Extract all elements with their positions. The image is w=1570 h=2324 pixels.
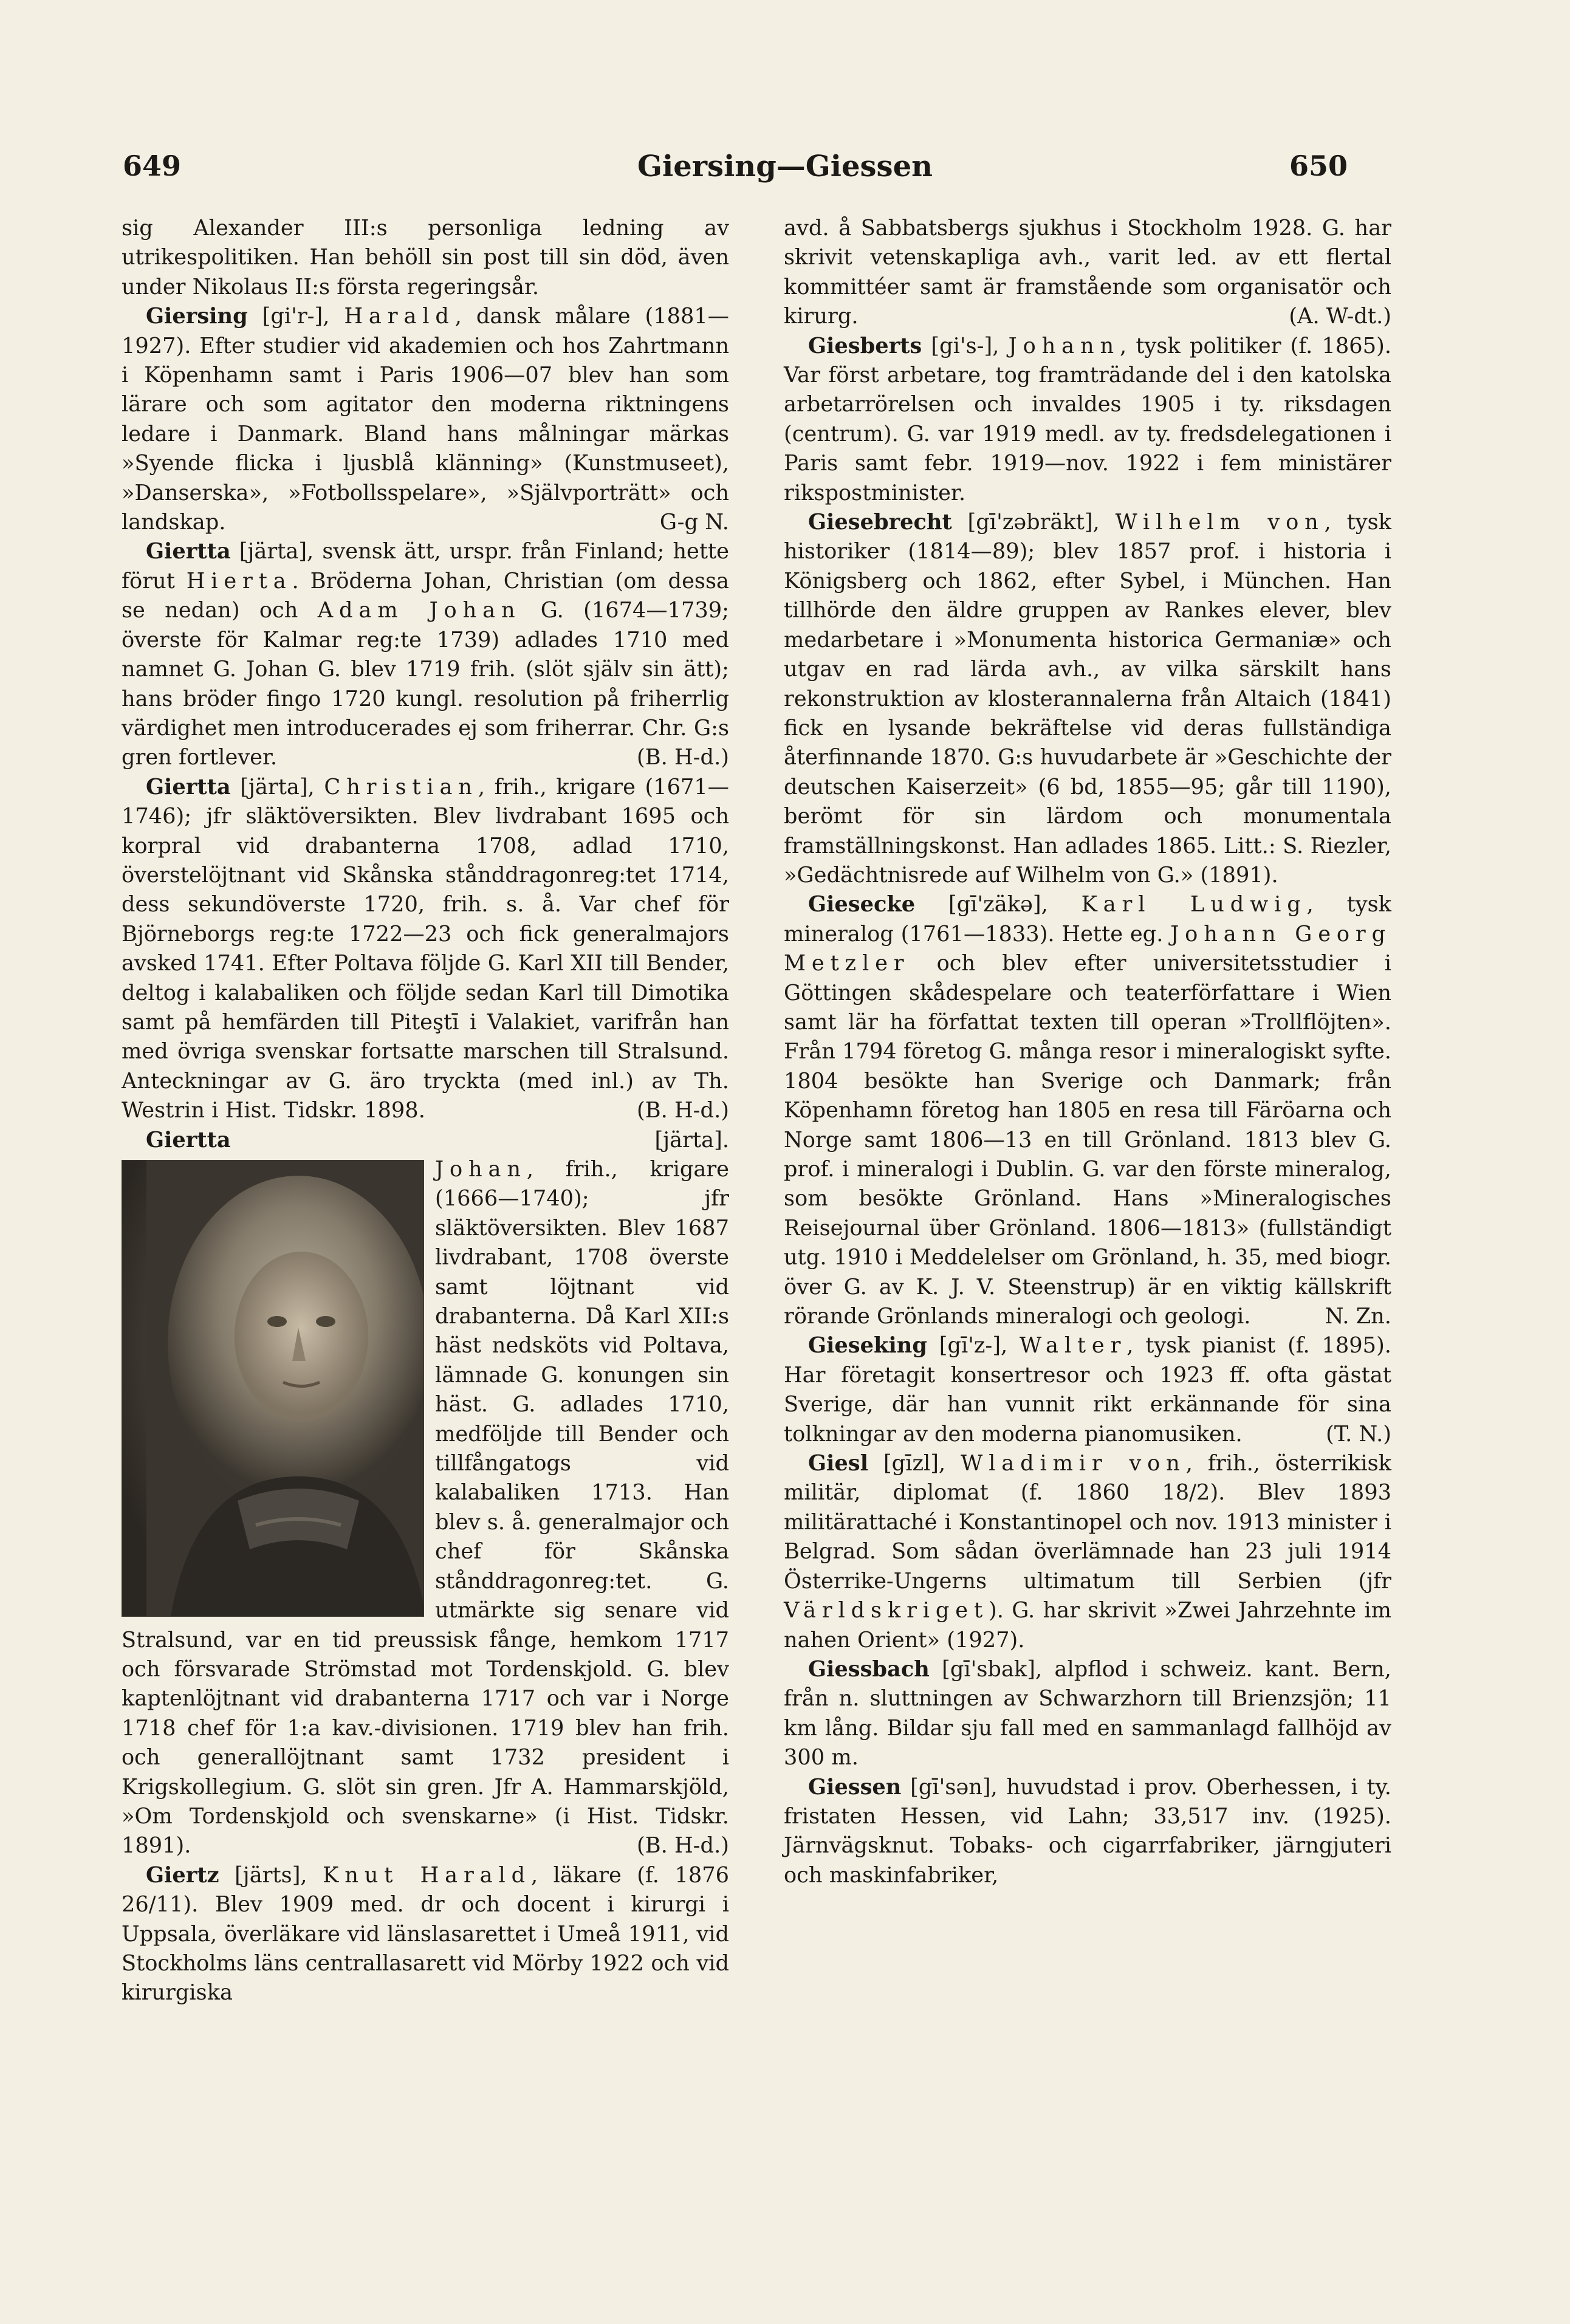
entry-text: , frih., krigare (1671—1746); jfr släktöversikten. Blev livdrabant 1695 och korpral vid drabanterna 1708, adlad 1710, överstelöjtnant vid Skånska stånddragonreg:tet 1714, dess sekundöverste 1720, frih. s. å. Var chef för Björneborgs reg:te 1722—23 och fick generalmajors avsked 1741. Efter Poltava följde G. Karl XII till Bender, deltog i kalabaliken och följde sedan Karl till Dimotika samt på hemfärden till Piteştī i Valakiet, varifrån han med övriga svenskar fortsatte marschen till Stralsund. Anteckningar av G. äro tryckta (med inl.) av Th. Westrin i Hist. Tidskr. 1898.: [122, 774, 729, 1123]
name-adam-johan: Adam Johan: [317, 598, 521, 623]
entry-giertta-johan: [122, 1126, 729, 1861]
entry-text: avd. å Sabbatsbergs sjukhus i Stockholm 1928. G. har skrivit vetenskapliga avh., varit led. av ett flertal kommittéer samt är framstående som organisatör och kirurg.: [784, 216, 1391, 329]
portrait-figure-icon: [146, 1160, 424, 1616]
running-head: Giersing—Giessen: [637, 149, 933, 183]
name-hierta: Hierta: [186, 568, 292, 594]
author-signature: (T. N.): [1326, 1421, 1391, 1447]
entry-text: , frih., krigare (1666—1740); jfr släktöversikten. Blev 1687 livdrabant, 1708 överste samt löjtnant vid drabanterna. Då Karl XII:s häst nedsköts vid Poltava, lämnade G. konungen sin häst. G. adlades 1710, medföljde till Bender och tillfångatogs vid kalabaliken 1713. Han blev s. å. generalmajor och chef för Skånska stånddragonreg:tet. G. utmärkte sig senare vid Stralsund, var en tid preussisk fånge, hemkom 1717 och försvarade Strömstad mot Tordenskjold. G. blev kaptenlöjtnant vid drabanterna 1717 och var i Norge 1718 chef för 1:a kav.-divisionen. 1719 blev han frih. och generallöjtnant samt 1732 president i Krigskollegium. G. slöt sin gren. Jfr A. Hammarskjöld, »Om Tordenskjold och svenskarne» (i Hist. Tidskr. 1891).: [122, 1157, 729, 1859]
pronunciation: [gi's-],: [922, 333, 1009, 358]
headword: Giessen: [808, 1774, 902, 1800]
forename: Johann: [1008, 333, 1120, 358]
entry-text: G. (1674—1739; överste för Kalmar reg:te 1739) adlades 1710 med namnet G. Johan G. blev 1719 frih. (slöt själv sin ätt); hans bröder fingo 1720 kungl. resolution på friherrlig värdighet men introducerades ej som friherrar. Chr. G:s gren fortlever.: [122, 598, 730, 770]
forename: Harald: [344, 304, 455, 329]
author-signature: (B. H-d.): [637, 745, 729, 770]
forename: Knut Harald: [323, 1862, 531, 1888]
entry-text: ). Blev 1909 med. dr och docent i kirurgi i Uppsala, överläkare vid länslasarettet i Umeå 1911, vid Stockholms läns centrallasarett vid Mörby 1922 och vid kirurgiska: [122, 1892, 729, 2006]
entry-text: , läkare (f. 1876: [530, 1862, 729, 1888]
birth-name: Johann Georg Metzler: [784, 921, 1391, 976]
headword: Giersing: [146, 304, 248, 329]
pronunciation: [gi'r-],: [247, 304, 345, 329]
continued-paragraph: sig Alexander III:s personliga ledning av utrikespolitiken. Han behöll sin post till sin död, även under Nikolaus II:s första regeringsår.: [122, 216, 729, 300]
entry-giertta-christian: [122, 773, 729, 1126]
entry-text: , tysk mineralog (1761—1833). Hette eg.: [784, 892, 1391, 947]
pronunciation: [järta],: [230, 774, 324, 800]
headword: Giesl: [808, 1451, 868, 1476]
entry-giessen: [784, 1773, 1391, 1891]
birth-date: 18/2: [1162, 1480, 1210, 1506]
page-number-left: 649: [123, 149, 182, 182]
entry-text: . Bröderna Johan, Christian (om dessa se nedan) och: [122, 568, 729, 623]
entry-giesecke-karl-ludwig: [784, 890, 1391, 1331]
headword: Giesberts: [808, 333, 922, 358]
forename: Wladimir von: [961, 1451, 1186, 1476]
pronunciation: [gīzl],: [868, 1451, 961, 1476]
headword: Gieseking: [808, 1333, 927, 1359]
entry-text: , tysk historiker (1814—89); blev 1857 prof. i historia i Königsberg och 1862, efter Sybel, i München. Han tillhörde den äldre gruppen av Rankes elever, blev medarbetare i »Monumenta historica Germaniæ» och utgav en rad lärda avh., av vilka särskilt hans rekonstruktion av klosterannalerna från Altaich (1841) fick en lysande bekräftelse vid deras fullständiga återfinnande 1870. G:s huvudarbete är »Geschichte der deutschen Kaiserzeit» (6 bd, 1855—95; går till 1190), berömt för sin lärdom och monumentala framställningskonst. Han adlades 1865. Litt.: S. Riezler, »Gedächtnisrede auf Wilhelm von G.» (1891).: [784, 510, 1391, 888]
pronunciation: [järts],: [219, 1862, 323, 1888]
entry-text: ). G. har skrivit »Zwei Jahrzehnte im nahen Orient» (1927).: [784, 1598, 1391, 1653]
headword: Giertta: [146, 539, 231, 564]
pronunciation: [järta].: [230, 1127, 729, 1153]
entry-giesberts-johann: [784, 332, 1391, 508]
portrait-image: [122, 1160, 424, 1617]
entry-text: , tysk politiker (f. 1865). Var först arbetare, tog framträdande del i den katolska arbetarrörelsen och invaldes 1905 i ty. riksdagen (centrum). G. var 1919 medl. av ty. fredsdelegationen i Paris samt febr. 1919—nov. 1922 i fem ministärer rikspostminister.: [784, 333, 1391, 506]
forename: Wilhelm von: [1115, 510, 1325, 535]
headword: Giesecke: [808, 892, 916, 917]
forename: Christian: [324, 774, 478, 800]
entry-giesebrecht-wilhelm: [784, 508, 1391, 890]
forename: Johan: [435, 1157, 527, 1182]
entry-giersing-harald: [122, 302, 729, 537]
entry-text: [gī'sən], huvudstad i prov. Oberhessen, i ty. fristaten Hessen, vid Lahn; 33,517 inv. (1925). Järnvägsknut. Tobaks- och cigarrfabriker, järngjuteri och maskinfabriker,: [784, 1774, 1391, 1888]
author-signature: (B. H-d.): [637, 1833, 729, 1859]
birth-date: 26/11: [122, 1892, 183, 1918]
headword: Giertta: [146, 1127, 231, 1153]
entry-text: [järta], svensk ätt, urspr. från Finland; hette förut: [122, 539, 729, 594]
headword: Giertta: [146, 774, 231, 800]
entry-text: [gī'sbak], alpflod i schweiz. kant. Bern, från n. sluttningen av Schwarzhorn till Brienzsjön; 11 km lång. Bildar sju fall med en sammanlagd fallhöjd av 300 m.: [784, 1656, 1391, 1770]
headword: Giessbach: [808, 1656, 930, 1682]
entry-giertta-family: [122, 537, 729, 772]
entry-text: , frih., österrikisk militär, diplomat (f. 1860: [784, 1451, 1391, 1506]
pronunciation: [gī'zəbräkt],: [951, 510, 1116, 535]
entry-text: och blev efter universitetsstudier i Göttingen skådespelare och teaterförfattare i Wien samt lär ha författat texten till operan »Trollflöjten». Från 1794 företog G. många resor i mineralogiskt syfte. 1804 besökte han Sverige och Danmark; från Köpenhamn företog han 1805 en resa till Färöarna och Norge samt 1806—13 en till Grönland. 1813 blev G. prof. i mineralogi i Dublin. G. var den förste mineralog, som besökte Grönland. Hans »Mineralogisches Reisejournal über Grönland. 1806—1813» (fullständigt utg. 1910 i Meddelelser om Grönland, h. 35, med biogr. över G. av K. J. V. Steenstrup) är en viktig källskrift rörande Grönlands mineralogi och geologi.: [784, 951, 1391, 1329]
author-signature: (B. H-d.): [637, 1098, 729, 1123]
entry-text: , dansk målare (1881—1927). Efter studier vid akademien och hos Zahrtmann i Köpenhamn samt i Paris 1906—07 blev han som lärare och som agitator den moderna riktningens ledare i Danmark. Bland hans målningar märkas »Syende flicka i ljusblå klänning» (Kunstmuseet), »Danserska», »Fotbollsspelare», »Självporträtt» och landskap.: [122, 304, 729, 535]
pronunciation: [gī'zäkə],: [915, 892, 1082, 917]
cross-reference: Världskriget: [784, 1598, 989, 1623]
entry-giesl-wladimir: [784, 1449, 1391, 1655]
page-number-right: 650: [1289, 149, 1348, 182]
entry-gieseking-walter: [784, 1331, 1391, 1449]
continued-paragraph: [784, 214, 1391, 332]
forename: Karl Ludwig: [1081, 892, 1307, 917]
entry-text: ). Blev 1893 militärattaché i Konstantinopel och nov. 1913 minister i Belgrad. Som sådan överlämnade han 23 juli 1914 Österrike-Ungerns ultimatum till Serbien (jfr: [784, 1480, 1391, 1594]
left-column: [122, 214, 729, 2008]
entry-text: , tysk pianist (f. 1895). Har företagit konsertresor och 1923 ff. ofta gästat Sverige, där han vunnit rikt erkännande för sina tolkningar av den moderna pianomusiken.: [784, 1333, 1391, 1447]
entry-giertz-knut-harald: [122, 1861, 729, 2008]
headword: Giesebrecht: [808, 510, 952, 535]
page-header: [0, 149, 1570, 192]
right-column: [784, 214, 1391, 1890]
author-signature: G-g N.: [659, 510, 729, 535]
author-signature: (A. W-dt.): [1289, 304, 1391, 329]
forename: Walter: [1020, 1333, 1127, 1359]
entry-giessbach: [784, 1655, 1391, 1773]
pronunciation: [gī'z-],: [927, 1333, 1020, 1359]
author-signature: N. Zn.: [1325, 1304, 1391, 1329]
headword: Giertz: [146, 1862, 219, 1888]
